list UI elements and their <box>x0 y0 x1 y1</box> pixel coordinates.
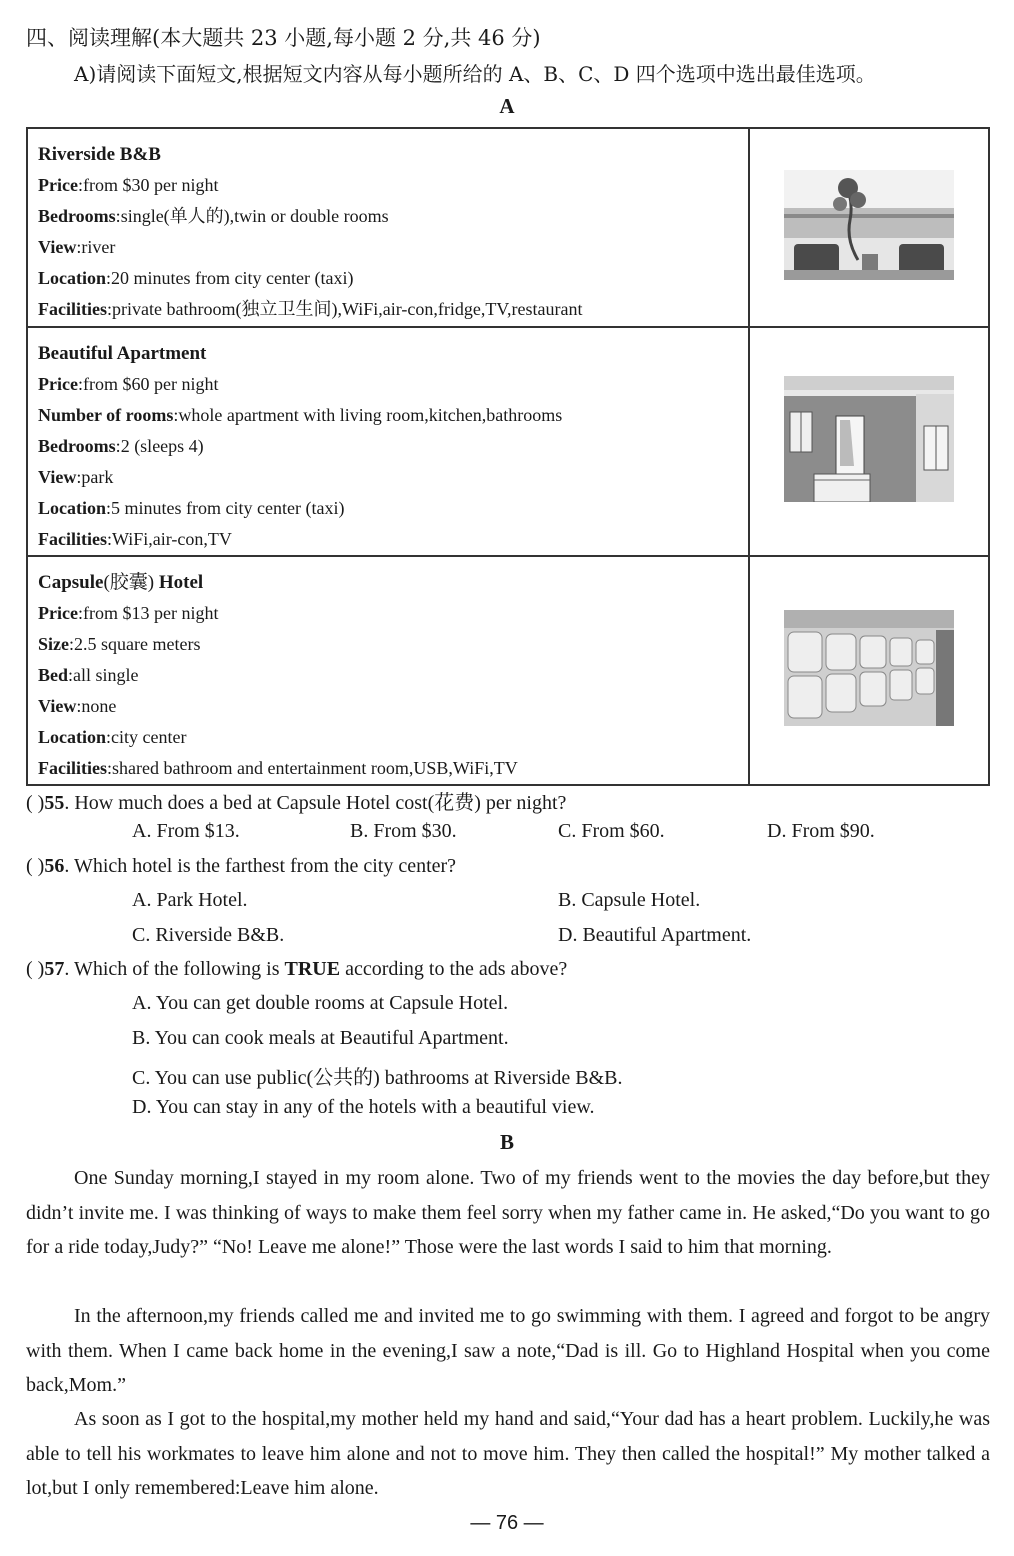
ad-field: View:none <box>38 696 117 716</box>
option-56-a: A. Park Hotel. <box>132 889 248 911</box>
field-label: View <box>38 467 77 487</box>
field-value: 2 (sleeps 4) <box>120 436 204 456</box>
ad-name-cn: (胶囊) <box>103 572 155 593</box>
field-label: Facilities <box>38 299 107 319</box>
ad-field: Facilities:shared bathroom and entertainment room,USB,WiFi,TV <box>38 758 518 778</box>
field-value: from $60 per night <box>82 374 219 394</box>
field-value: from $13 per night <box>82 603 219 623</box>
ad-field: Bed:all single <box>38 665 139 685</box>
field-label: Location <box>38 727 107 747</box>
field-value: park <box>81 467 114 487</box>
hotel-ads-table <box>26 127 990 786</box>
field-label: Bedrooms <box>38 206 116 226</box>
field-label: Location <box>38 268 107 288</box>
option-57-c: C. You can use public(公共的) bathrooms at Riverside B&B. <box>132 1067 623 1089</box>
ad-info <box>27 128 749 327</box>
ad-name: Beautiful Apartment <box>38 343 207 364</box>
field-value: private bathroom(独立卫生间),WiFi,air-con,fridge,TV,restaurant <box>112 299 583 319</box>
field-label: View <box>38 696 77 716</box>
section-title: 四、阅读理解(本大题共 23 小题,每小题 2 分,共 46 分) <box>26 26 541 50</box>
ad-field: View:river <box>38 237 116 257</box>
ad-field: Bedrooms:2 (sleeps 4) <box>38 436 204 456</box>
field-label: Price <box>38 603 78 623</box>
option-55-d: D. From $90. <box>767 820 875 842</box>
instruction: A)请阅读下面短文,根据短文内容从每小题所给的 A、B、C、D 四个选项中选出最佳选项。 <box>74 62 876 86</box>
ad-row-riverside <box>27 128 989 327</box>
part-b-label: B <box>499 1130 514 1154</box>
answer-bracket[interactable]: ( ) <box>26 792 45 814</box>
field-value: river <box>81 237 116 257</box>
ad-field: Location:5 minutes from city center (taxi) <box>38 498 345 518</box>
ad-name: Riverside B&B <box>38 144 161 165</box>
ad-row-apartment <box>27 327 989 556</box>
option-55-a: A. From $13. <box>132 820 240 842</box>
field-value: all single <box>73 665 139 685</box>
question-text: according to the ads above? <box>340 958 568 980</box>
field-value: single(单人的),twin or double rooms <box>120 206 389 226</box>
ad-photo-cell <box>749 556 989 785</box>
passage-paragraph-1: One Sunday morning,I stayed in my room alone. Two of my friends went to the movies the day before,but they didn’t invite me. I was thinking of ways to make them feel sorry when my father came in. He asked,“Do you want to go for a ride today,Judy?” “No! Leave me alone!” Those were the last words I said to him that morning. <box>26 1167 990 1258</box>
option-56-d: D. Beautiful Apartment. <box>558 924 752 946</box>
ad-field: Location:20 minutes from city center (taxi) <box>38 268 354 288</box>
field-label: Location <box>38 498 107 518</box>
question-55 <box>26 786 566 815</box>
ad-photo-cell <box>749 128 989 327</box>
question-text: . Which hotel is the farthest from the city center? <box>64 855 457 877</box>
ad-field: Facilities:private bathroom(独立卫生间),WiFi,air-con,fridge,TV,restaurant <box>38 299 583 319</box>
ad-photo-cell <box>749 327 989 556</box>
option-55-b: B. From $30. <box>350 820 457 842</box>
ad-info <box>27 327 749 556</box>
question-number: 57 <box>44 958 65 980</box>
field-value: none <box>81 696 117 716</box>
capsule-pods-photo <box>784 610 954 726</box>
question-number: 55 <box>44 792 65 814</box>
option-56-c: C. Riverside B&B. <box>132 924 285 946</box>
part-a-label: A <box>499 94 515 118</box>
ad-field: View:park <box>38 467 114 487</box>
ad-field: Number of rooms:whole apartment with living room,kitchen,bathrooms <box>38 405 563 425</box>
field-value: 2.5 square meters <box>74 634 201 654</box>
field-label: Bed <box>38 665 69 685</box>
ad-field: Price:from $30 per night <box>38 175 219 195</box>
passage-paragraph-2: In the afternoon,my friends called me and invited me to go swimming with them. I agreed and forgot to be angry with them. When I came back home in the evening,I saw a note,“Dad is ill. Go to Highland Hospital when you come back,Mom.” <box>26 1305 990 1396</box>
ad-name <box>38 567 748 598</box>
question-emphasis: TRUE <box>284 958 341 980</box>
field-value: from $30 per night <box>82 175 219 195</box>
answer-bracket[interactable]: ( ) <box>26 958 45 980</box>
question-57 <box>26 958 567 981</box>
ad-field: Facilities:WiFi,air-con,TV <box>38 529 232 549</box>
field-value: whole apartment with living room,kitchen,bathrooms <box>178 405 563 425</box>
apartment-building-photo <box>784 376 954 502</box>
field-value: 5 minutes from city center (taxi) <box>111 498 345 518</box>
field-value: shared bathroom and entertainment room,USB,WiFi,TV <box>112 758 518 778</box>
page-number: — 76 — <box>470 1512 544 1534</box>
riverside-balcony-photo <box>784 170 954 280</box>
option-56-b: B. Capsule Hotel. <box>558 889 701 911</box>
field-label: Bedrooms <box>38 436 116 456</box>
option-55-c: C. From $60. <box>558 820 665 842</box>
field-label: Price <box>38 175 78 195</box>
field-label: Facilities <box>38 529 107 549</box>
passage-paragraph-3: As soon as I got to the hospital,my mother held my hand and said,“Your dad has a heart problem. Luckily,he was able to tell his workmates to leave him alone and not to move him. They then called the hospital!” My mother talked a lot,but I only remembered:Leave him alone. <box>26 1408 990 1499</box>
ad-field: Size:2.5 square meters <box>38 634 201 654</box>
option-57-a: A. You can get double rooms at Capsule Hotel. <box>132 992 509 1014</box>
ad-name-suffix: Hotel <box>158 572 204 593</box>
field-label: Price <box>38 374 78 394</box>
answer-bracket[interactable]: ( ) <box>26 855 45 877</box>
option-57-b: B. You can cook meals at Beautiful Apartment. <box>132 1027 509 1049</box>
ad-info <box>27 556 749 785</box>
ad-field: Price:from $60 per night <box>38 374 219 394</box>
ad-field: Bedrooms:single(单人的),twin or double rooms <box>38 206 389 226</box>
ad-field: Price:from $13 per night <box>38 603 219 623</box>
field-value: 20 minutes from city center (taxi) <box>111 268 354 288</box>
question-number: 56 <box>44 855 65 877</box>
field-label: Size <box>38 634 69 654</box>
field-label: Facilities <box>38 758 107 778</box>
ad-field: Location:city center <box>38 727 187 747</box>
field-label: View <box>38 237 77 257</box>
field-value: city center <box>111 727 187 747</box>
ad-name-prefix: Capsule <box>38 572 104 593</box>
question-text: . Which of the following is <box>64 958 285 980</box>
field-label: Number of rooms <box>38 405 174 425</box>
ad-row-capsule <box>27 556 989 785</box>
field-value: WiFi,air-con,TV <box>112 529 232 549</box>
question-56 <box>26 855 456 878</box>
option-57-d: D. You can stay in any of the hotels with a beautiful view. <box>132 1096 595 1118</box>
question-text: . How much does a bed at Capsule Hotel cost(花费) per night? <box>64 792 567 814</box>
